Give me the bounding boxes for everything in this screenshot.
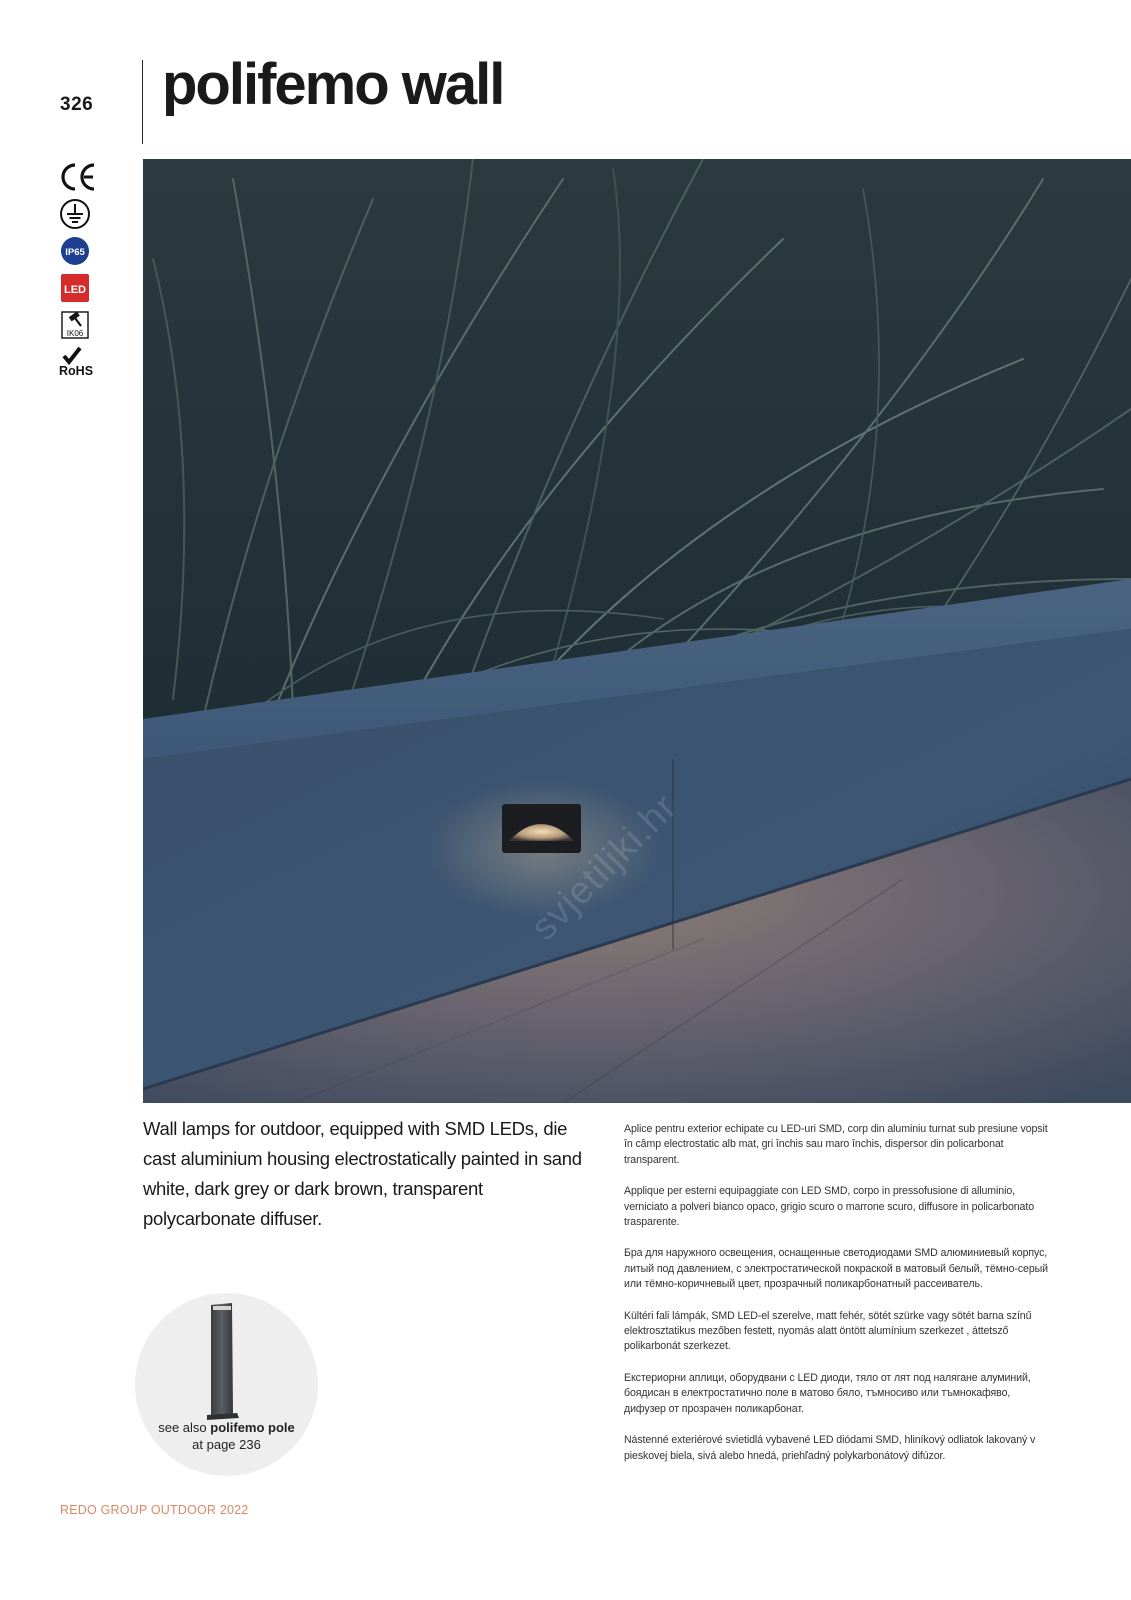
rohs-icon (58, 345, 94, 379)
see-also-badge[interactable] (135, 1293, 318, 1476)
earth-ground-icon (58, 197, 94, 231)
see-also-product-link[interactable]: polifemo pole (210, 1420, 295, 1435)
translations (624, 1122, 1054, 1480)
title-divider (142, 60, 143, 144)
led-label: LED (64, 284, 86, 296)
ik06-impact-icon (58, 308, 94, 342)
translation-hungarian: Kültéri fali lámpák, SMD LED-el szerelve, matt fehér, sötét szürke vagy sötét barna színű elektrosztatikus mezőben festett, nyomás alatt öntött alumínium szerkezet , áttetsző polikarbonát szerkezet. (624, 1309, 1032, 1353)
rohs-label: RoHS (59, 364, 94, 378)
see-also-page-ref: at page 236 (192, 1437, 261, 1452)
certification-icons (58, 160, 98, 382)
translation-italian: Applique per esterni equipaggiate con LED SMD, corpo in pressofusione di alluminio, verniciato a polveri bianco opaco, grigio scuro o marrone scuro, diffusore in policarbonato trasparente. (624, 1185, 1034, 1229)
page-number: 326 (60, 94, 94, 115)
ip65-icon (58, 234, 94, 268)
translation-russian: Бра для наружного освещения, оснащенные светодиодами SMD алюминиевый корпус, литый под давлением, с электростатической покраской в матовый белый, тёмно-серый или тёмно-коричневый цвет, прозрачный поликарбонатный рассеиватель. (624, 1247, 1048, 1291)
lead-description: Wall lamps for outdoor, equipped with SMD LEDs, die cast aluminium housing electrostatically painted in sand white, dark grey or dark brown, transparent polycarbonate diffuser. (143, 1118, 582, 1229)
photo-watermark (143, 159, 1131, 1103)
product-photo (143, 159, 1131, 1103)
watermark-text: svjetiljki.hr (523, 785, 686, 949)
page-title: polifemo wall (162, 52, 504, 117)
translation-slovak: Nástenné exteriérové svietidlá vybavené LED diódami SMD, hliníkový odliatok lakovaný v pieskovej biela, sivá alebo hnedá, priehľadný polykarbonátový difúzor. (624, 1434, 1036, 1462)
ip65-label: IP65 (65, 247, 85, 258)
see-also-caption (135, 1419, 318, 1453)
see-also-prefix: see also (158, 1420, 207, 1435)
ik06-label: IK06 (66, 329, 84, 338)
footer-brand: REDO GROUP OUTDOOR 2022 (60, 1503, 249, 1517)
translation-bulgarian: Екстериорни аплици, оборудвани с LED диоди, тяло от лят под налягане алуминий, боядисан в електростатично поле в матово бяло, тъмносиво или тъмнокафяво, дифузер от прозрачен поликарбонат. (624, 1371, 1031, 1415)
led-icon (58, 271, 94, 305)
ce-mark-icon (58, 160, 94, 194)
translation-romanian: Aplice pentru exterior echipate cu LED-uri SMD, corp din aluminiu turnat sub presiune vopsit în câmp electrostatic alb mat, gri închis sau maro închis, dispersor din policarbonat transparent. (624, 1123, 1048, 1166)
